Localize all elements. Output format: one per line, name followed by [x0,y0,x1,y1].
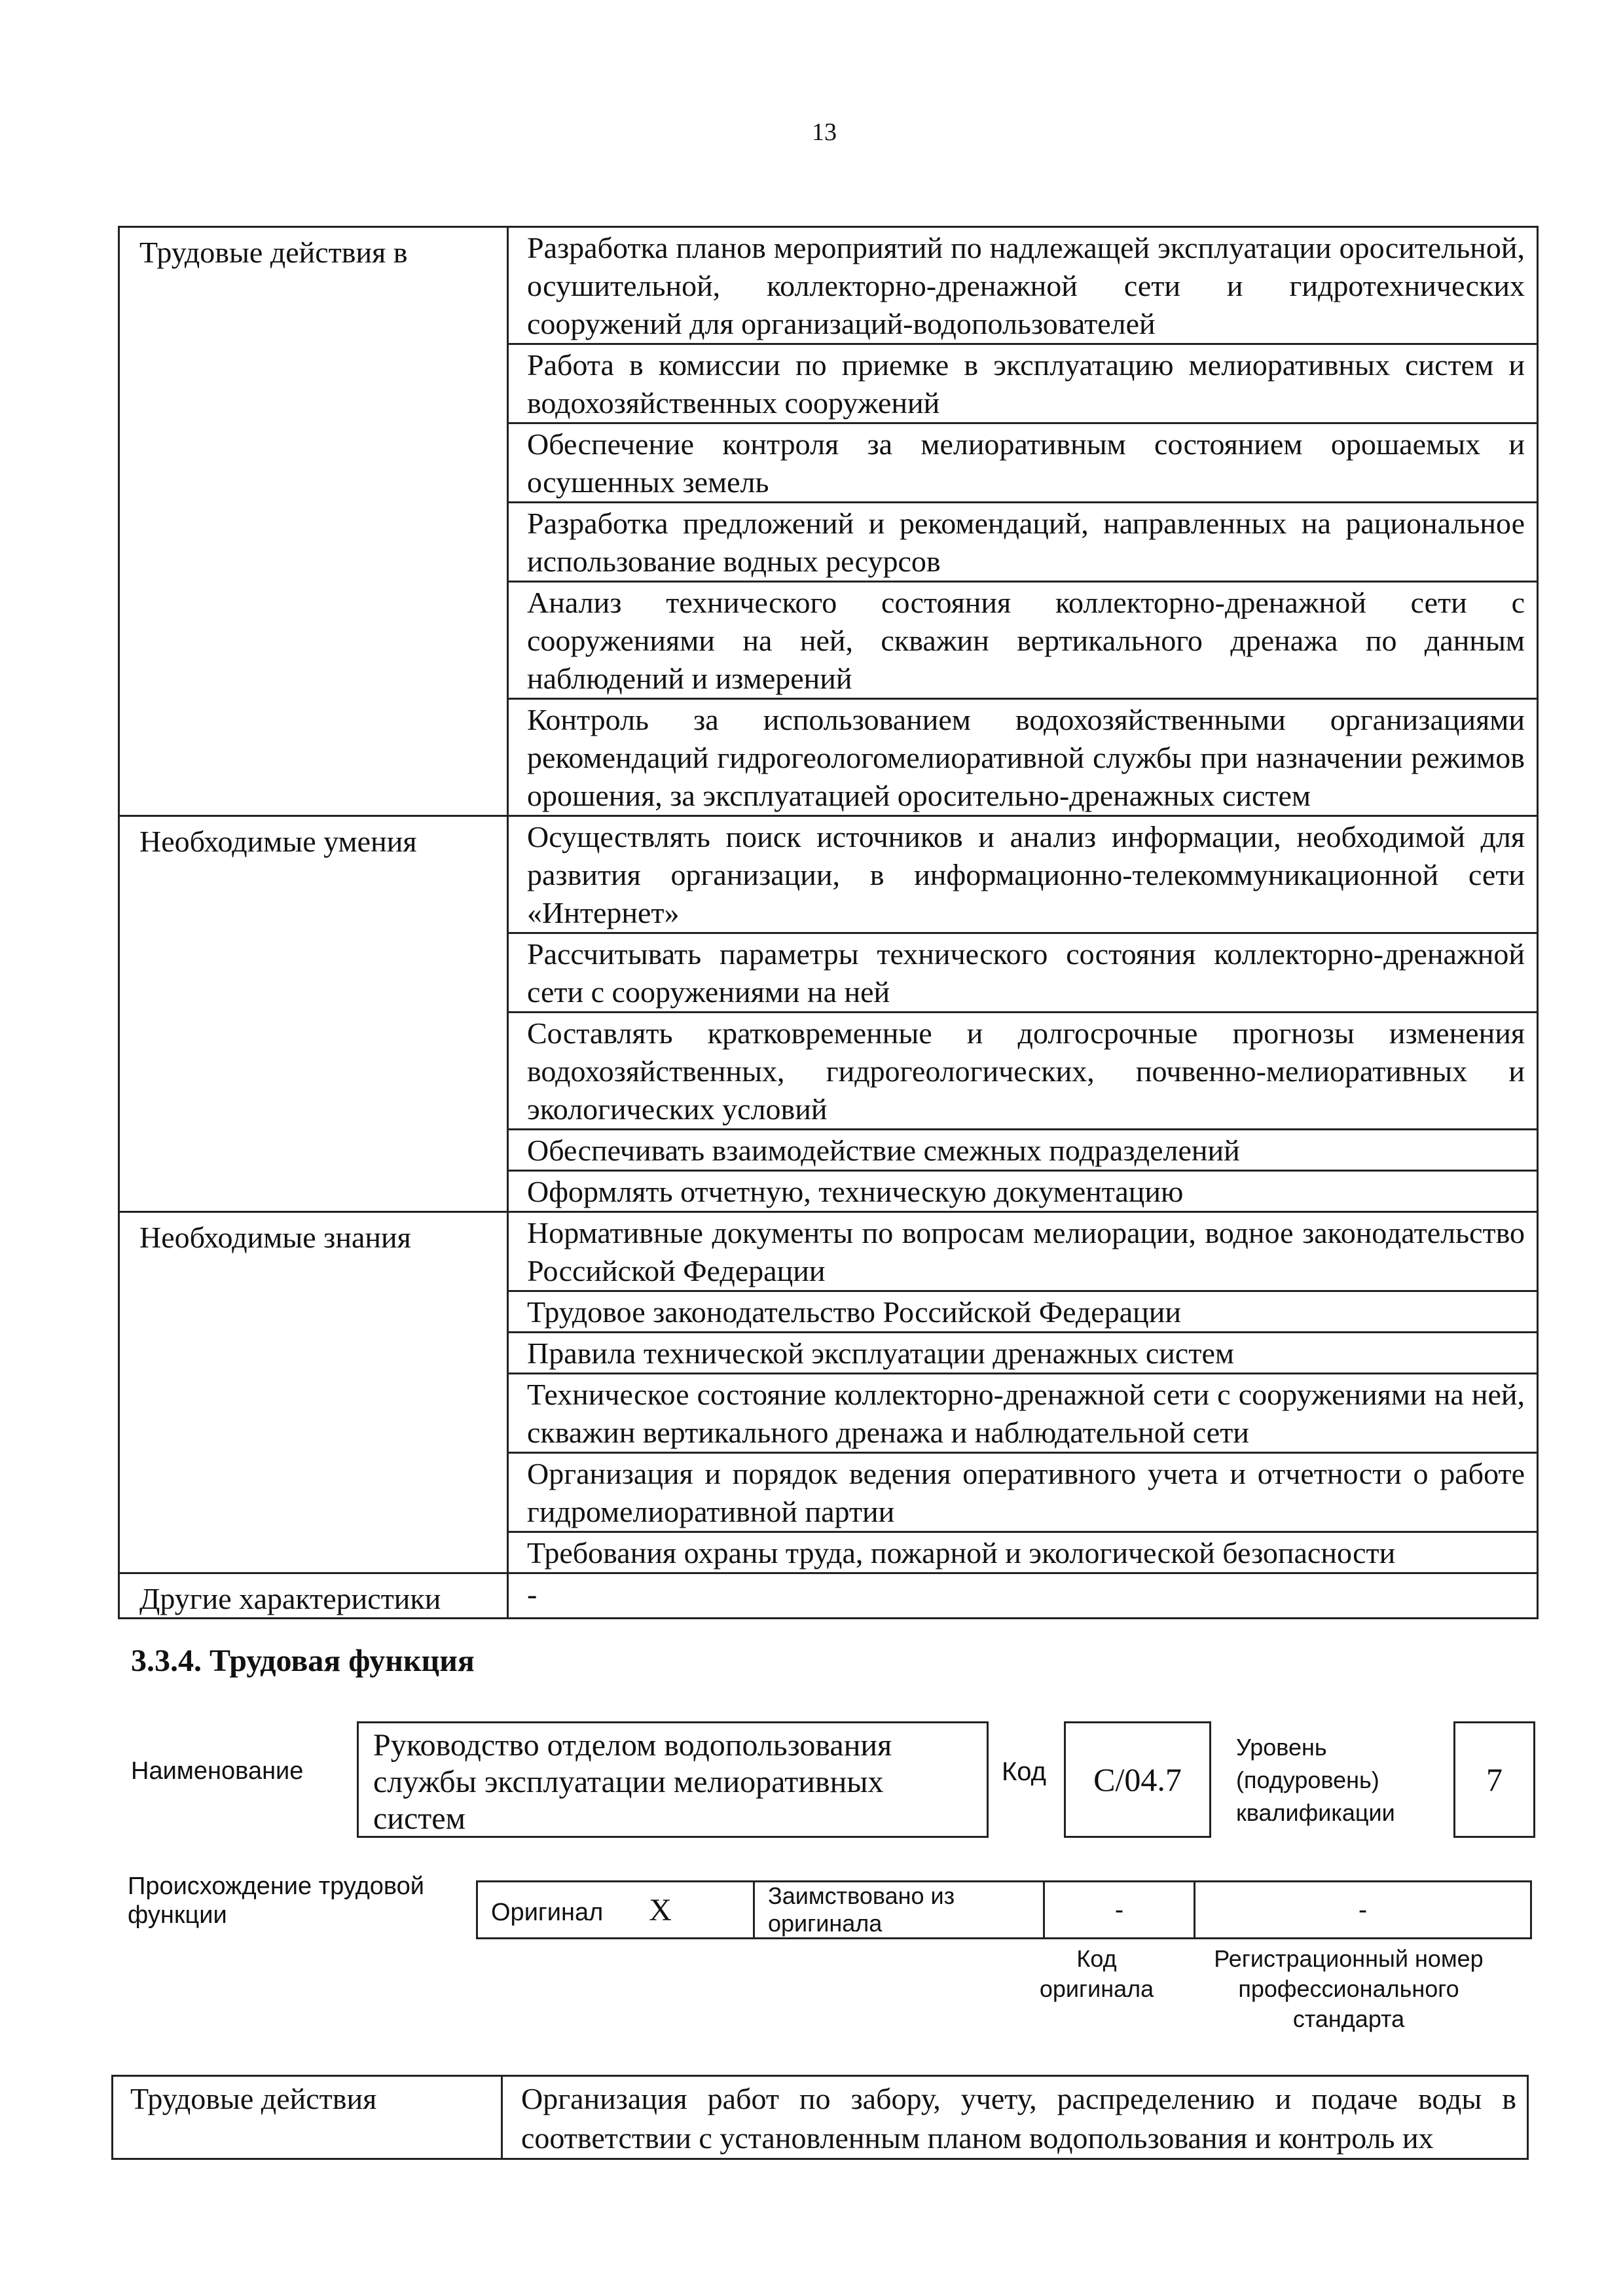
origin-original-mark: X [649,1892,672,1928]
table-cell: - [508,1573,1538,1619]
origin-borrowed-cell: Заимствовано из оригинала [754,1882,1044,1939]
table-cell: Техническое состояние коллекторно-дренажной сети с сооружениями на ней, скважин вертикального дренажа и наблюдательной сети [508,1374,1538,1453]
origin-code-cell: - [1044,1882,1195,1939]
code-value-box: C/04.7 [1064,1721,1211,1838]
table-row [119,816,1538,933]
table-row [119,1573,1538,1619]
table-cell: Требования охраны труда, пожарной и экологической безопасности [508,1532,1538,1573]
name-label: Наименование [131,1757,304,1785]
competency-table [118,226,1539,1619]
table-cell: Работа в комиссии по приемке в эксплуатацию мелиоративных систем и водохозяйственных сооружений [508,344,1538,423]
table-cell: Анализ технического состояния коллекторно-дренажной сети с сооружениями на ней, скважин вертикального дренажа по данным наблюдений и измерений [508,582,1538,699]
table-cell: Разработка планов мероприятий по надлежащей эксплуатации оросительной, осушительной, коллекторно-дренажной сети и гидротехнических сооружений для организаций-водопользователей [508,227,1538,344]
table-cell: Нормативные документы по вопросам мелиорации, водное законодательство Российской Федерации [508,1212,1538,1291]
row-group-label: Другие характеристики [119,1573,508,1619]
origin-original-label: Оригинал [491,1898,604,1926]
table-cell: Правила технической эксплуатации дренажных систем [508,1333,1538,1374]
origin-reg-cell: - [1195,1882,1531,1939]
name-value-box: Руководство отделом водопользования службы эксплуатации мелиоративных систем [357,1721,989,1838]
row-group-label: Необходимые умения [119,816,508,1212]
actions-text: Организация работ по забору, учету, распределению и подаче воды в соответствии с установленным планом водопользования и контроль их [502,2076,1528,2159]
table-row [119,227,1538,344]
caption-reg-number: Регистрационный номер профессионального стандарта [1214,1945,1484,2032]
level-value-box: 7 [1453,1721,1535,1838]
table-cell: Составлять кратковременные и долгосрочные прогнозы изменения водохозяйственных, гидрогеологических, почвенно-мелиоративных и экологических условий [508,1013,1538,1130]
origin-label: Происхождение трудовой функции [128,1873,424,1929]
page-number: 13 [812,118,837,146]
table-cell: Организация и порядок ведения оперативного учета и отчетности о работе гидромелиоративной партии [508,1453,1538,1532]
table-cell: Рассчитывать параметры технического состояния коллекторно-дренажной сети с сооружениями на ней [508,933,1538,1013]
section-heading: 3.3.4. Трудовая функция [131,1643,475,1678]
actions-label: Трудовые действия [113,2076,502,2159]
table-cell: Обеспечивать взаимодействие смежных подразделений [508,1130,1538,1171]
caption-code-original: Код оригинала [1039,1945,1154,2002]
table-cell: Разработка предложений и рекомендаций, направленных на рациональное использование водных ресурсов [508,503,1538,582]
table-cell: Обеспечение контроля за мелиоративным состоянием орошаемых и осушенных земель [508,423,1538,503]
table-cell: Трудовое законодательство Российской Федерации [508,1291,1538,1333]
table-cell: Оформлять отчетную, техническую документацию [508,1171,1538,1212]
code-label: Код [1002,1757,1047,1786]
row-group-label: Необходимые знания [119,1212,508,1573]
origin-table [476,1880,1532,1939]
level-label [1236,1731,1446,1829]
table-cell: Контроль за использованием водохозяйственными организациями рекомендаций гидрогеологомелиоративной службы при назначении режимов орошения, за эксплуатацией оросительно-дренажных систем [508,699,1538,816]
table-row [119,1212,1538,1291]
row-group-label: Трудовые действия в [119,227,508,816]
table-cell: Осуществлять поиск источников и анализ информации, необходимой для развития организации, в информационно-телекоммуникационной сети «Интернет» [508,816,1538,933]
level-label-text: Уровень (подуровень) квалификации [1236,1734,1395,1826]
actions-table [111,2075,1529,2160]
origin-original-cell [477,1882,754,1939]
